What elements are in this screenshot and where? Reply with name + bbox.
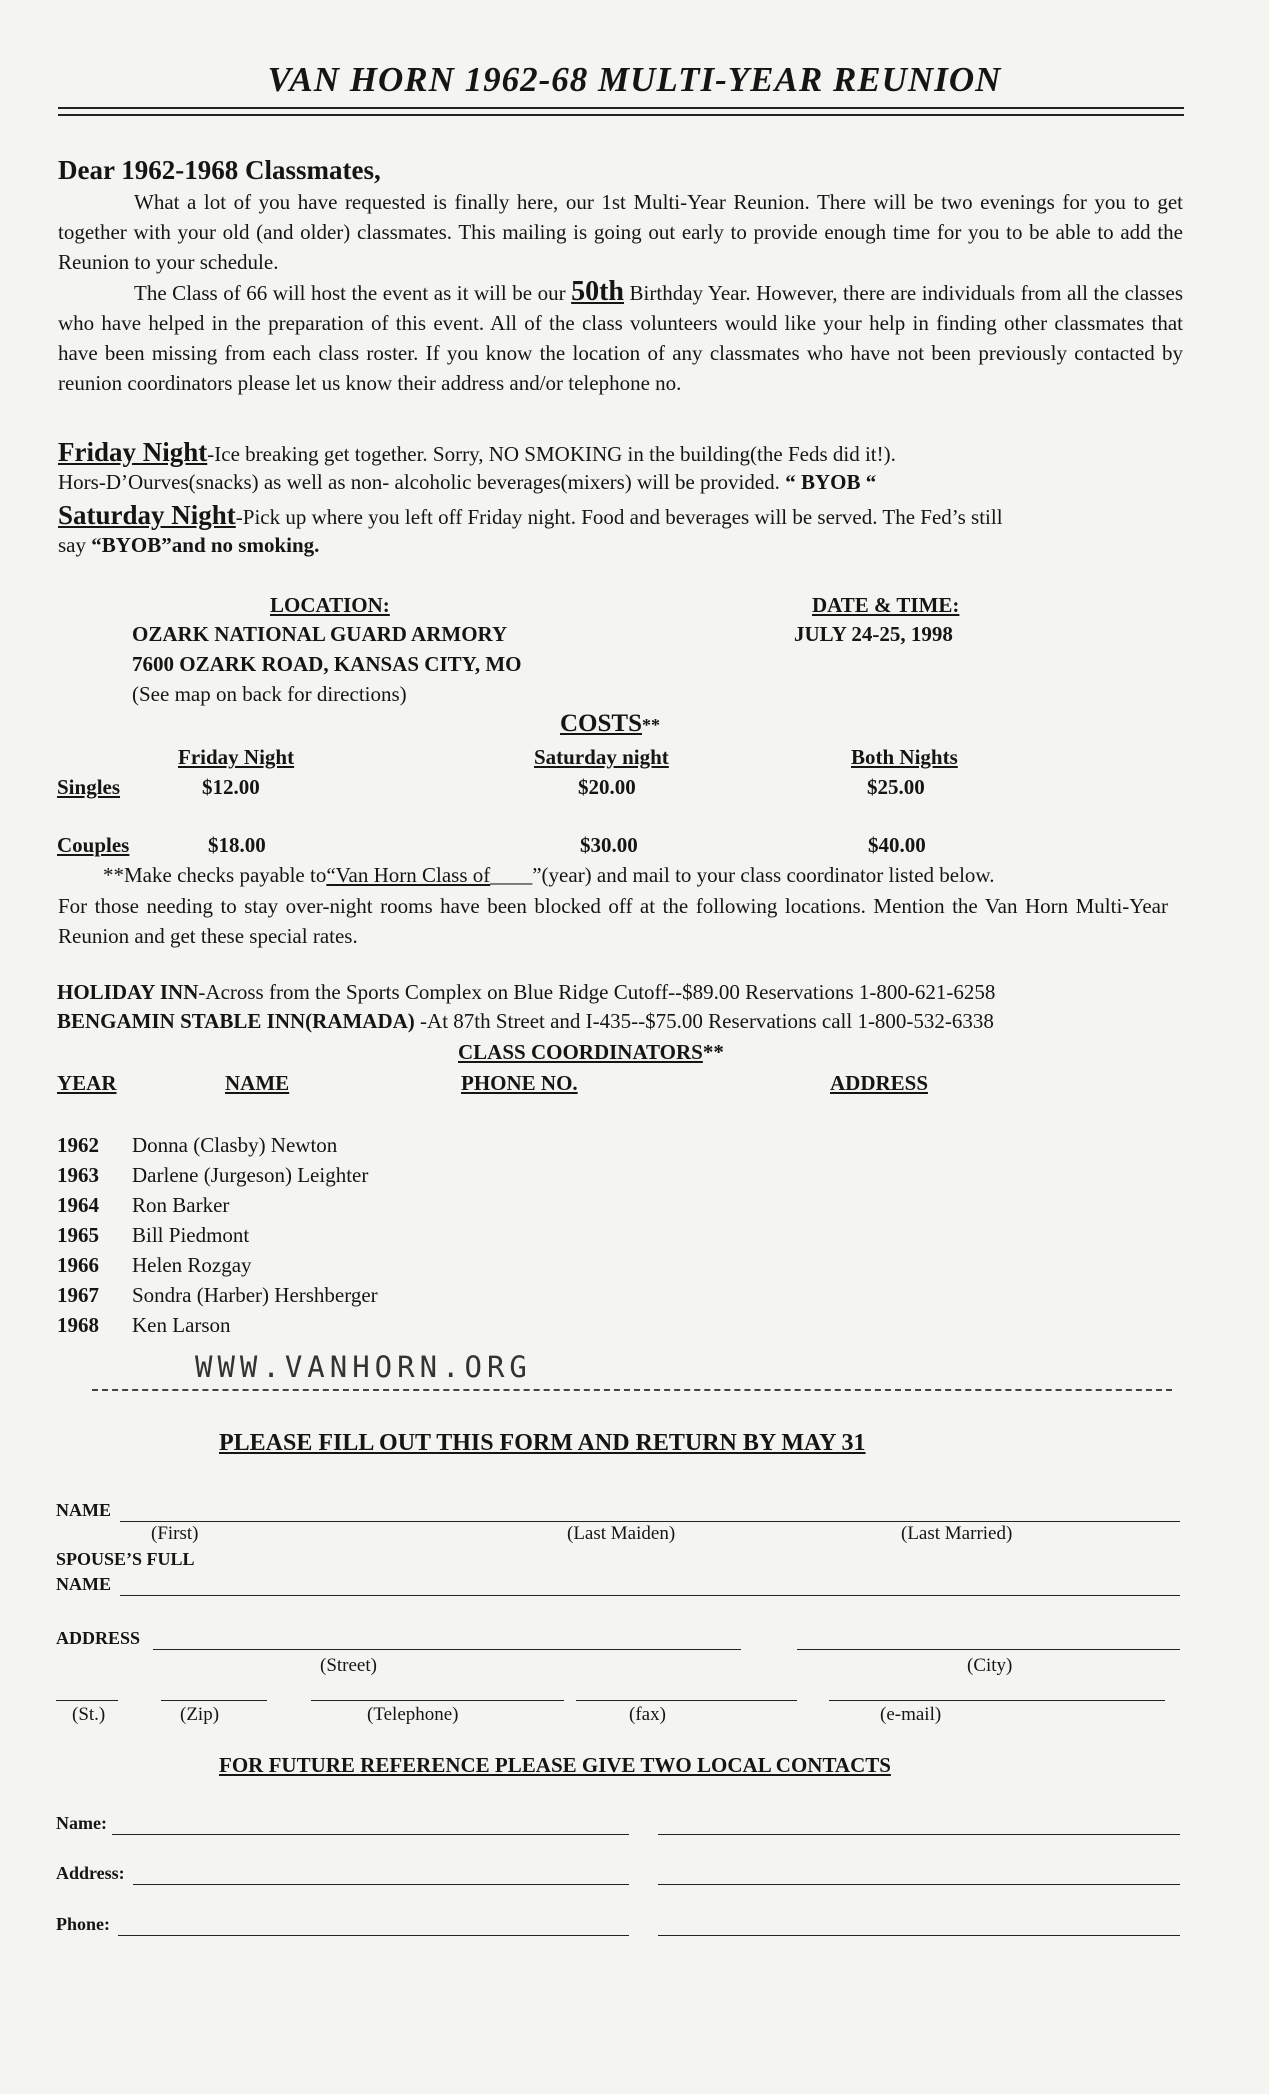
document-title: VAN HORN 1962-68 MULTI-YEAR REUNION <box>267 60 1002 99</box>
form-telephone-field[interactable] <box>311 1700 564 1701</box>
cost-couples-friday: $18.00 <box>208 833 266 857</box>
letter-greeting: Dear 1962-1968 Classmates, <box>58 155 381 185</box>
form-last-maiden-caption: (Last Maiden) <box>567 1523 676 1544</box>
coordinator-name: Ron Barker <box>132 1193 230 1217</box>
form-zip-caption: (Zip) <box>180 1704 220 1725</box>
contact1-phone-field[interactable] <box>118 1935 629 1936</box>
coordinator-year: 1966 <box>57 1253 99 1277</box>
form-telephone-caption: (Telephone) <box>367 1704 459 1725</box>
hotel-holiday-inn <box>57 980 995 1005</box>
location-heading: LOCATION: <box>270 593 390 617</box>
form-state-caption: (St.) <box>72 1704 106 1725</box>
form-name-field[interactable] <box>120 1521 1180 1522</box>
saturday-line-1 <box>58 500 1003 531</box>
coordinator-year: 1967 <box>57 1283 99 1307</box>
coordinators-heading-mark: ** <box>702 1040 724 1064</box>
form-spouse-field[interactable] <box>120 1595 1180 1596</box>
form-heading: PLEASE FILL OUT THIS FORM AND RETURN BY MAY 31 <box>219 1430 866 1456</box>
cost-col-both: Both Nights <box>851 745 958 769</box>
coordinator-year: 1968 <box>57 1313 99 1337</box>
cost-col-friday: Friday Night <box>178 745 295 769</box>
contact-address-label: Address: <box>56 1863 125 1883</box>
check-note-b: “Van Horn Class of <box>326 863 491 887</box>
coordinator-name: Helen Rozgay <box>132 1253 252 1277</box>
form-city-field[interactable] <box>797 1649 1180 1650</box>
letter-body <box>58 187 1183 398</box>
cost-couples-saturday: $30.00 <box>580 833 638 857</box>
handwritten-url: WWW.VANHORN.ORG <box>195 1350 532 1384</box>
contact1-address-field[interactable] <box>133 1884 629 1885</box>
coordinators-heading <box>458 1040 724 1065</box>
friday-text-2: Hors-D’Ourves(snacks) as well as non- alcoholic beverages(mixers) will be provided. <box>58 470 780 494</box>
cut-line <box>92 1389 1172 1391</box>
check-note-c: ____ <box>490 863 533 887</box>
contact-name-label: Name: <box>56 1813 107 1833</box>
friday-text-1: -Ice breaking get together. Sorry, NO SMOKING in the building(the Feds did it!). <box>207 442 896 466</box>
form-first-caption: (First) <box>151 1523 199 1544</box>
costs-heading <box>560 710 660 738</box>
coordinators-heading-text: CLASS COORDINATORS <box>458 1040 703 1064</box>
friday-night-label: Friday Night <box>58 437 208 467</box>
friday-line-1 <box>58 437 896 468</box>
title-rule-top <box>58 107 1184 109</box>
form-street-field[interactable] <box>153 1649 741 1650</box>
cost-couples-both: $40.00 <box>868 833 926 857</box>
host-text-a: The Class of 66 will host the event as it will be our <box>134 281 572 305</box>
cost-singles-saturday: $20.00 <box>578 775 636 799</box>
form-last-married-caption: (Last Married) <box>901 1523 1013 1544</box>
datetime-value: JULY 24-25, 1998 <box>794 622 953 646</box>
coord-col-name: NAME <box>225 1071 290 1095</box>
form-fax-caption: (fax) <box>629 1704 666 1725</box>
hotel-bengamin-name: BENGAMIN STABLE INN(RAMADA) <box>57 1009 415 1033</box>
contact-phone-label: Phone: <box>56 1914 110 1934</box>
cost-singles-friday: $12.00 <box>202 775 260 799</box>
contact2-phone-field[interactable] <box>658 1935 1180 1936</box>
hotel-bengamin-text: -At 87th Street and I-435--$75.00 Reservations call 1-800-532-6338 <box>414 1009 994 1033</box>
check-note-d: ”(year) and mail to your class coordinator listed below. <box>532 863 995 887</box>
paragraph-host <box>58 277 1183 398</box>
form-zip-field[interactable] <box>161 1700 267 1701</box>
coordinator-year: 1963 <box>57 1163 99 1187</box>
costs-heading-text: COSTS <box>560 710 642 737</box>
coordinator-year: 1965 <box>57 1223 99 1247</box>
location-name: OZARK NATIONAL GUARD ARMORY <box>132 622 508 646</box>
host-text-b: Birthday Year. However, there are individuals from all the classes who have helped in the preparation of this event. All of the class volunteers would like your help in finding other classmates that have been missing from each class roster. If you know the location of any classmates who have not been previously contacted by reunion coordinators please let us know their address and/or telephone no. <box>58 281 1183 395</box>
saturday-night-label: Saturday Night <box>58 500 236 530</box>
contact2-address-field[interactable] <box>658 1884 1180 1885</box>
contact1-name-field[interactable] <box>112 1834 629 1835</box>
coord-col-address: ADDRESS <box>830 1071 929 1095</box>
saturday-line-2 <box>58 533 319 558</box>
cost-col-saturday: Saturday night <box>534 745 669 769</box>
coordinator-year: 1962 <box>57 1133 99 1157</box>
coord-col-year: YEAR <box>57 1071 117 1095</box>
contacts-heading: FOR FUTURE REFERENCE PLEASE GIVE TWO LOCAL CONTACTS <box>219 1753 891 1777</box>
cost-row-couples-label: Couples <box>57 833 130 857</box>
check-note-a: **Make checks payable to <box>103 863 327 887</box>
form-address-label: ADDRESS <box>56 1628 141 1648</box>
check-payable-note <box>103 863 994 888</box>
form-name-label: NAME <box>56 1500 111 1520</box>
cost-singles-both: $25.00 <box>867 775 925 799</box>
form-state-field[interactable] <box>56 1700 118 1701</box>
hotel-holiday-inn-text: -Across from the Sports Complex on Blue Ridge Cutoff--$89.00 Reservations 1-800-621-6258 <box>198 980 996 1004</box>
costs-heading-mark: ** <box>641 715 660 735</box>
location-note: (See map on back for directions) <box>132 682 407 706</box>
hotel-bengamin-stable-inn <box>57 1009 994 1034</box>
form-street-caption: (Street) <box>320 1655 377 1676</box>
paragraph-intro: What a lot of you have requested is finally here, our 1st Multi-Year Reunion. There will be two evenings for you to get together with your old (and older) classmates. This mailing is going out early to provide enough time for you to be able to add the Reunion to your schedule. <box>58 190 1183 274</box>
contact2-name-field[interactable] <box>658 1834 1180 1835</box>
coordinator-year: 1964 <box>57 1193 99 1217</box>
form-fax-field[interactable] <box>576 1700 797 1701</box>
coordinator-name: Bill Piedmont <box>132 1223 250 1247</box>
form-email-caption: (e-mail) <box>880 1704 942 1725</box>
hotel-holiday-inn-name: HOLIDAY INN <box>57 980 199 1004</box>
form-spouse-label-2: NAME <box>56 1574 111 1594</box>
coordinator-name: Sondra (Harber) Hershberger <box>132 1283 378 1307</box>
saturday-text-2b: “BYOB”and no smoking. <box>91 533 320 557</box>
coordinator-name: Darlene (Jurgeson) Leighter <box>132 1163 369 1187</box>
datetime-heading: DATE & TIME: <box>812 593 960 617</box>
form-spouse-label-1: SPOUSE’S FULL <box>56 1549 195 1569</box>
cost-row-singles-label: Singles <box>57 775 121 799</box>
form-email-field[interactable] <box>829 1700 1165 1701</box>
friday-line-2 <box>58 470 876 495</box>
coord-col-phone: PHONE NO. <box>461 1071 578 1095</box>
fiftieth-emphasis: 50th <box>571 276 625 307</box>
overnight-note: For those needing to stay over-night rooms have been blocked off at the following locations. Mention the Van Horn Multi-Year Reunion and get these special rates. <box>58 894 1168 948</box>
form-city-caption: (City) <box>967 1655 1013 1676</box>
coordinator-name: Ken Larson <box>132 1313 231 1337</box>
coordinator-name: Donna (Clasby) Newton <box>132 1133 338 1157</box>
saturday-text-2a: say <box>58 533 92 557</box>
saturday-text-1: -Pick up where you left off Friday night. Food and beverages will be served. The Fed’s still <box>235 505 1003 529</box>
location-address: 7600 OZARK ROAD, KANSAS CITY, MO <box>132 652 522 676</box>
title-rule-bottom <box>58 114 1184 116</box>
friday-byob: “ BYOB “ <box>785 470 877 494</box>
